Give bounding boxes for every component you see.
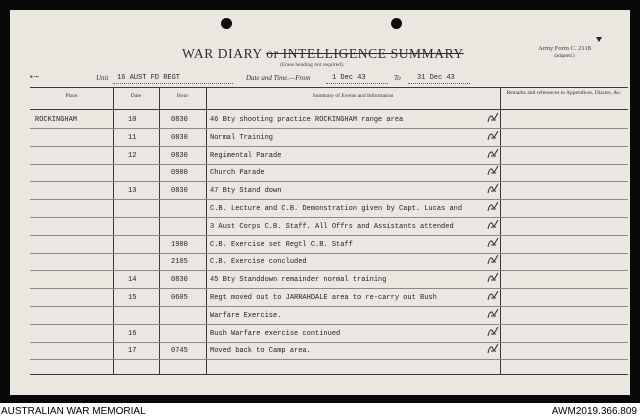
unit-underline (113, 83, 233, 84)
entry-date: 16 (128, 330, 137, 338)
entry-date: 14 (128, 276, 137, 284)
to-underline (408, 83, 470, 84)
initials-mark-icon (486, 219, 500, 231)
from-date-value: 1 Dec 43 (332, 74, 366, 82)
entry-summary: 46 Bty shooting practice ROCKINGHAM range area (210, 116, 404, 124)
row-rule (30, 235, 628, 236)
initials-mark-icon (486, 148, 500, 160)
title-struck-intelligence-summary: or INTELLIGENCE SUMMARY (266, 46, 464, 61)
datetime-label: Date and Time.—From (246, 74, 311, 82)
entry-date: 13 (128, 187, 137, 195)
column-header-summary: Summary of Events and Information (312, 93, 394, 99)
form-number-text: Army Form C. 2118 (538, 45, 591, 52)
entry-summary: Warfare Exercise. (210, 312, 282, 320)
entry-summary: C.B. Exercise set Regtl C.B. Staff (210, 241, 353, 249)
row-rule (30, 181, 628, 182)
initials-mark-icon (486, 183, 500, 195)
entry-summary: Regimental Parade (210, 152, 282, 160)
from-underline (326, 83, 388, 84)
initials-mark-icon (486, 165, 500, 177)
initials-mark-icon (486, 272, 500, 284)
column-divider (206, 88, 207, 374)
column-header-remarks: Remarks and references to Appendices, Diaries, &c. (506, 90, 622, 96)
row-rule (30, 324, 628, 325)
column-header-date: Date (130, 93, 142, 99)
entry-date: 12 (128, 152, 137, 160)
initials-mark-icon (486, 290, 500, 302)
entry-summary: Normal Training (210, 134, 274, 142)
row-rule (30, 146, 628, 147)
entry-place: ROCKINGHAM (35, 116, 78, 124)
form-subtitle: (Erase heading not required). (280, 62, 345, 68)
entry-summary: Moved back to Camp area. (210, 347, 311, 355)
unit-value: 16 AUST FD REGT (117, 74, 181, 82)
entry-hour: 0900 (171, 169, 188, 177)
initials-mark-icon (486, 343, 500, 355)
row-rule (30, 342, 628, 343)
entry-date: 10 (128, 116, 137, 124)
title-war-diary: WAR DIARY (182, 46, 263, 61)
row-rule (30, 164, 628, 165)
entry-hour: 0605 (171, 294, 188, 302)
entry-hour: 0830 (171, 187, 188, 195)
entry-summary: Church Parade (210, 169, 265, 177)
form-number-note: (adapted.) (554, 54, 575, 59)
initials-mark-icon (486, 308, 500, 320)
entry-date: 17 (128, 347, 137, 355)
entry-hour: 2105 (171, 258, 188, 266)
entry-hour: 0830 (171, 152, 188, 160)
entry-summary: C.B. Exercise concluded (210, 258, 307, 266)
punch-hole (221, 18, 232, 29)
entry-hour: 1900 (171, 241, 188, 249)
column-divider (159, 88, 160, 374)
row-rule (30, 199, 628, 200)
column-header-hour: Hour (176, 93, 189, 99)
table-top-rule (30, 87, 628, 88)
entry-hour: 0830 (171, 276, 188, 284)
column-divider (500, 88, 501, 374)
initials-mark-icon (486, 130, 500, 142)
row-rule (30, 128, 628, 129)
entry-summary: Regt moved out to JARRAHDALE area to re-carry out Bush (210, 294, 437, 302)
row-rule (30, 288, 628, 289)
war-diary-sheet (10, 10, 630, 395)
credit-accession-number: AWM2019.366.809 (551, 406, 637, 417)
unit-label: Unit (96, 74, 109, 82)
security-mark: ■ ▪▪▪ (30, 74, 39, 79)
entry-summary: 45 Bty Standdown remainder normal training (210, 276, 387, 284)
to-label: To (394, 74, 401, 82)
entry-date: 15 (128, 294, 137, 302)
row-rule (30, 253, 628, 254)
row-rule (30, 270, 628, 271)
column-divider (113, 88, 114, 374)
entry-hour: 0830 (171, 134, 188, 142)
entry-summary: 47 Bty Stand down (210, 187, 282, 195)
entry-hour: 0830 (171, 116, 188, 124)
to-date-value: 31 Dec 43 (417, 74, 455, 82)
initials-mark-icon (486, 254, 500, 266)
entry-summary: 3 Aust Corps C.B. Staff. All Offrs and Assistants attended (210, 223, 454, 231)
punch-hole (391, 18, 402, 29)
form-corner-mark (594, 34, 604, 44)
initials-mark-icon (486, 237, 500, 249)
credit-institution: AUSTRALIAN WAR MEMORIAL (1, 406, 146, 417)
entry-summary: C.B. Lecture and C.B. Demonstration given by Capt. Lucas and (210, 205, 463, 213)
column-header-place: Place (65, 93, 78, 99)
row-rule (30, 359, 628, 360)
row-rule (30, 306, 628, 307)
row-rule (30, 217, 628, 218)
form-title (182, 46, 464, 62)
initials-mark-icon (486, 326, 500, 338)
initials-mark-icon (486, 112, 500, 124)
table-bottom-rule (30, 374, 628, 375)
entry-hour: 0745 (171, 347, 188, 355)
initials-mark-icon (486, 201, 500, 213)
form-number (538, 45, 591, 61)
table-header-rule (30, 109, 628, 110)
entry-date: 11 (128, 134, 137, 142)
entry-summary: Bush Warfare exercise continued (210, 330, 341, 338)
